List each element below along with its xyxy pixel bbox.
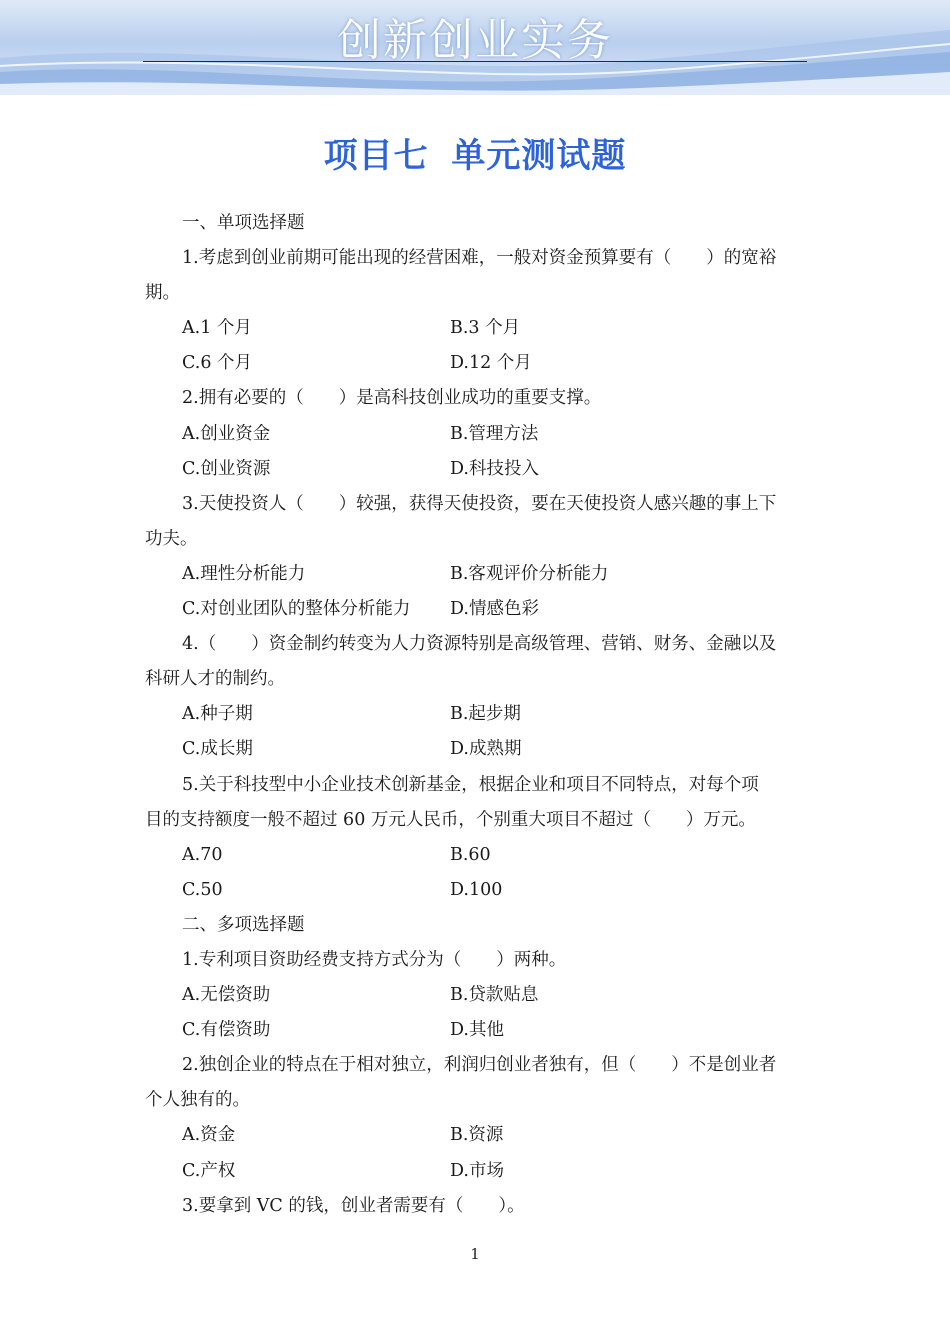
question-text: 3.天使投资人（ ）较强，获得天使投资，要在天使投资人感兴趣的事上下	[182, 493, 777, 514]
question-text: 1.专利项目资助经费支持方式分为（ ）两种。	[182, 949, 567, 970]
option-d: D.12 个月	[450, 353, 532, 374]
option-d: D.市场	[450, 1160, 504, 1181]
option-b: B.贷款贴息	[450, 985, 539, 1006]
option-a: A.资金	[182, 1125, 236, 1146]
question-text: 3.要拿到 VC 的钱，创业者需要有（ ）。	[182, 1195, 525, 1216]
option-a: A.创业资金	[182, 423, 271, 444]
option-c: C.50	[182, 879, 223, 900]
header-banner	[0, 0, 950, 95]
option-d: D.情感色彩	[450, 599, 539, 620]
option-c: C.6 个月	[182, 353, 253, 374]
question-text: 2.拥有必要的（ ）是高科技创业成功的重要支撑。	[182, 388, 602, 409]
question-text-continued: 个人独有的。	[145, 1090, 250, 1111]
option-row	[145, 557, 809, 592]
option-row	[145, 1154, 809, 1189]
question-text: 1.考虑到创业前期可能出现的经营困难，一般对资金预算要有（ ）的宽裕	[182, 248, 777, 269]
option-b: B.起步期	[450, 704, 521, 725]
question-text: 2.独创企业的特点在于相对独立，利润归创业者独有，但（ ）不是创业者	[182, 1055, 777, 1076]
option-row	[145, 732, 809, 767]
option-b: B.客观评价分析能力	[450, 563, 609, 584]
option-a: A.无偿资助	[182, 985, 271, 1006]
option-d: D.100	[450, 879, 503, 900]
option-c: C.创业资源	[182, 458, 271, 479]
section-heading-single: 一、单项选择题	[182, 213, 305, 233]
option-row	[145, 978, 809, 1013]
question-text-continued: 科研人才的制约。	[145, 669, 285, 690]
option-a: A.种子期	[182, 704, 253, 725]
option-row	[145, 346, 809, 381]
option-c: C.有偿资助	[182, 1020, 271, 1041]
option-a: A.70	[182, 844, 223, 865]
option-d: D.成熟期	[450, 739, 522, 760]
section-heading-multi: 二、多项选择题	[182, 914, 305, 935]
option-row	[145, 417, 809, 452]
option-b: B.3 个月	[450, 318, 521, 339]
option-d: D.其他	[450, 1020, 504, 1041]
option-row	[145, 873, 809, 908]
question-text-continued: 期。	[145, 283, 180, 304]
banner-title: 创新创业实务	[337, 15, 613, 66]
option-d: D.科技投入	[450, 458, 539, 479]
option-row	[145, 1118, 809, 1153]
page-number: 1	[470, 1245, 480, 1263]
option-c: C.产权	[182, 1160, 236, 1181]
page-title: 项目七 单元测试题	[323, 136, 627, 176]
question-text: 5.关于科技型中小企业技术创新基金，根据企业和项目不同特点，对每个项	[182, 774, 759, 795]
option-b: B.资源	[450, 1125, 504, 1146]
option-row	[145, 838, 809, 873]
option-b: B.60	[450, 844, 491, 865]
question-text-continued: 目的支持额度一般不超过 60 万元人民币，个别重大项目不超过（ ）万元。	[145, 809, 756, 830]
question-content	[145, 206, 809, 1224]
header-rule	[143, 61, 807, 62]
option-a: A.理性分析能力	[182, 563, 306, 584]
option-c: C.对创业团队的整体分析能力	[182, 599, 411, 620]
option-row	[145, 592, 809, 627]
option-b: B.管理方法	[450, 423, 539, 444]
option-row	[145, 452, 809, 487]
question-text: 4.（ ）资金制约转变为人力资源特别是高级管理、营销、财务、金融以及	[182, 634, 777, 655]
option-row	[145, 697, 809, 732]
option-row	[145, 1013, 809, 1048]
option-a: A.1 个月	[182, 318, 252, 339]
option-c: C.成长期	[182, 739, 253, 760]
question-text-continued: 功夫。	[145, 528, 198, 549]
option-row	[145, 311, 809, 346]
